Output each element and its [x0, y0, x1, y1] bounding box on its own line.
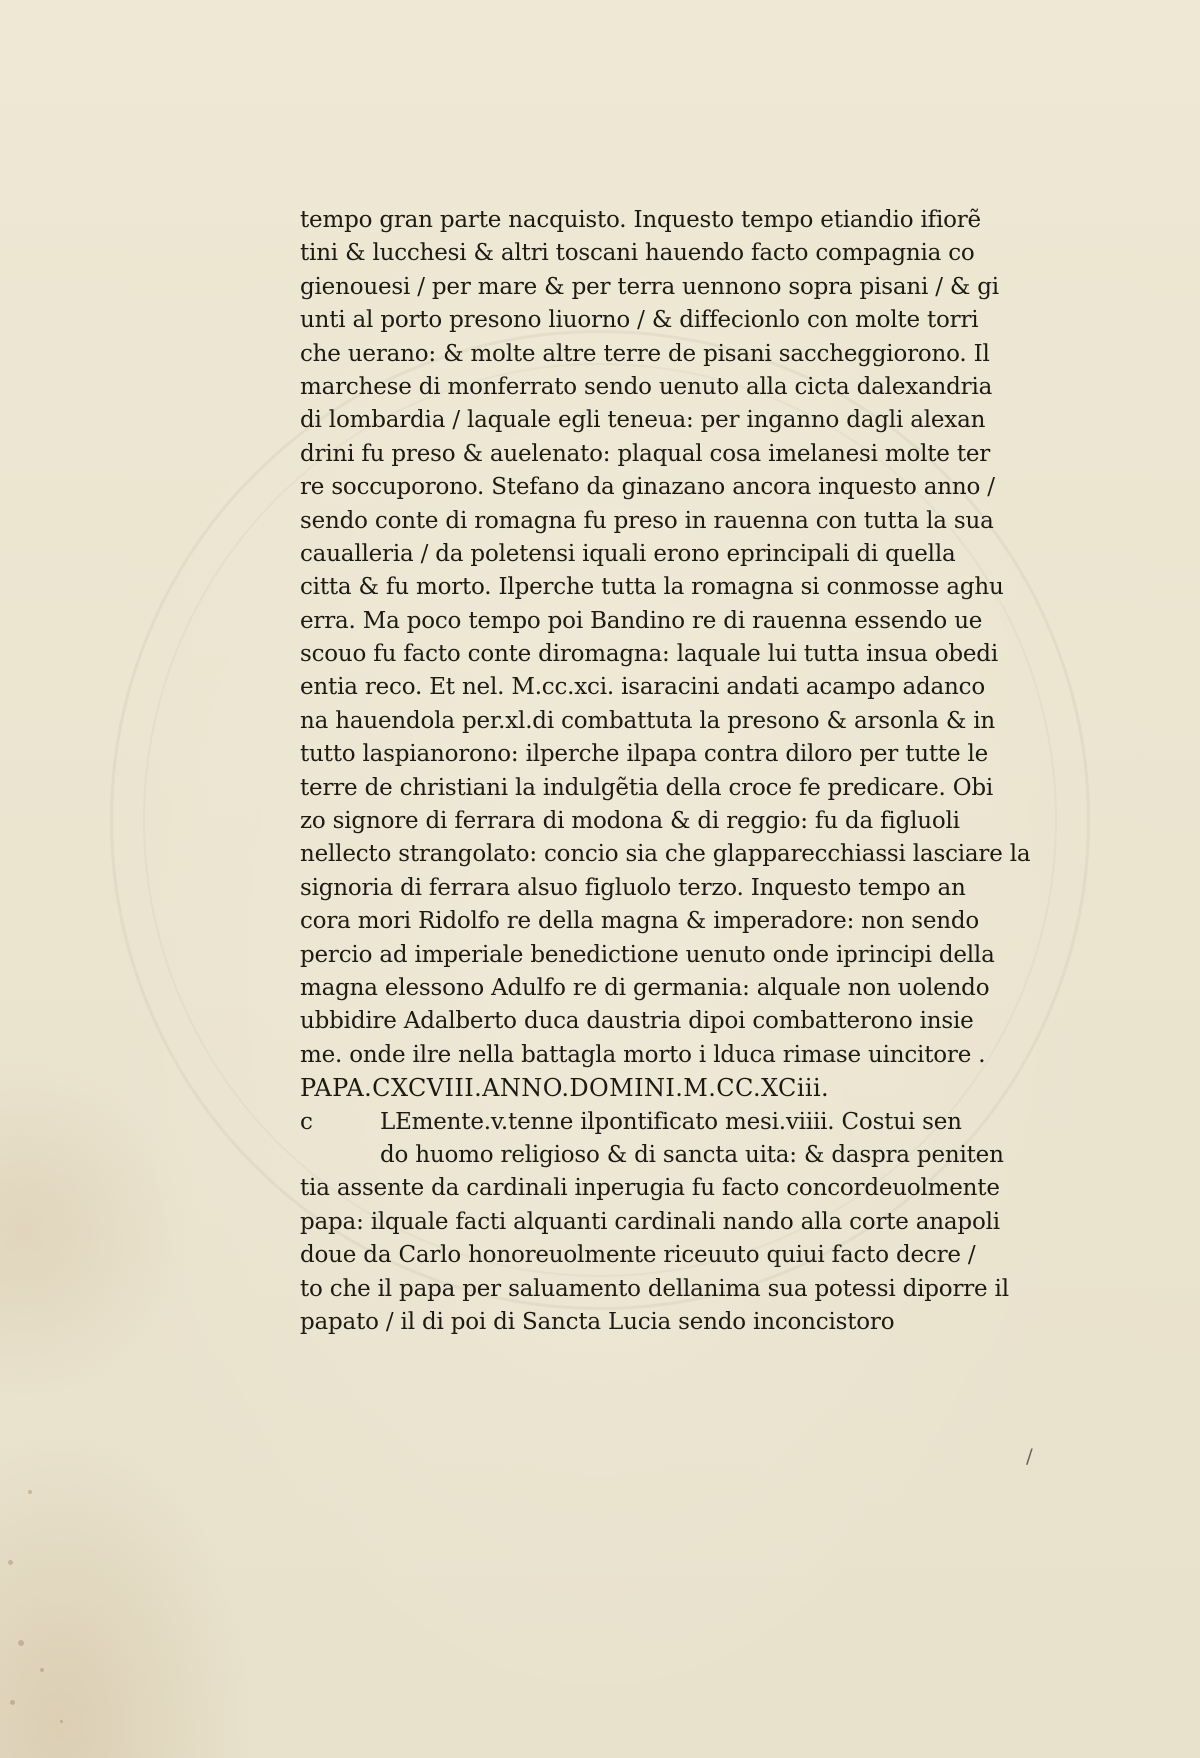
- text-line-28: [300, 1106, 1010, 1139]
- margin-mark: /: [1026, 1444, 1033, 1468]
- text-line-26: me. onde ilre nella battagla morto i lduca rimase uincitore .: [300, 1041, 986, 1068]
- text-line-22: cora mori Ridolfo re della magna & imperadore: non sendo: [300, 908, 980, 935]
- text-line-28-content: LEmente.v.tenne ilpontificato mesi.viiii. Costui sen: [380, 1108, 962, 1135]
- text-line-29: do huomo religioso & di sancta uita: & daspra peniten: [380, 1141, 1004, 1168]
- text-line-8: drini fu preso & auelenato: plaqual cosa imelanesi molte ter: [300, 440, 991, 467]
- text-line-33: to che il papa per saluamento dellanima sua potessi diporre il: [300, 1275, 1009, 1302]
- text-line-30: tia assente da cardinali inperugia fu facto concordeuolmente: [300, 1175, 1000, 1202]
- text-line-17: tutto laspianorono: ilperche ilpapa contra diloro per tutte le: [300, 741, 989, 768]
- text-line-3: gienouesi / per mare & per terra uennono sopra pisani / & gi: [300, 273, 999, 300]
- text-line-18: terre de christiani la indulgẽtia della croce fe predicare. Obi: [300, 774, 994, 801]
- foxing-speck: [10, 1700, 15, 1705]
- text-line-4: unti al porto presono liuorno / & diffecionlo con molte torri: [300, 307, 979, 334]
- text-line-7: di lombardia / laquale egli teneua: per inganno dagli alexan: [300, 407, 986, 434]
- text-line-21: signoria di ferrara alsuo figluolo terzo. Inquesto tempo an: [300, 874, 966, 901]
- text-line-2: tini & lucchesi & altri toscani hauendo facto compagnia co: [300, 240, 975, 267]
- foxing-speck: [28, 1490, 32, 1494]
- text-line-23: percio ad imperiale benedictione uenuto onde iprincipi della: [300, 941, 995, 968]
- text-line-1: tempo gran parte nacquisto. Inquesto tempo etiandio ifiorẽ: [300, 207, 981, 233]
- foxing-speck: [60, 1720, 63, 1723]
- text-block: [300, 204, 1031, 1339]
- text-line-13: erra. Ma poco tempo poi Bandino re di rauenna essendo ue: [300, 607, 983, 634]
- text-line-5: che uerano: & molte altre terre de pisani saccheggiorono. Il: [300, 340, 990, 367]
- foxing-speck: [18, 1640, 24, 1646]
- text-line-20: nellecto strangolato: concio sia che glapparecchiassi lasciare la: [300, 841, 1031, 868]
- text-line-31: papa: ilquale facti alquanti cardinali nando alla corte anapoli: [300, 1208, 1000, 1235]
- foxing-speck: [8, 1560, 13, 1565]
- text-line-9: re soccuporono. Stefano da ginazano ancora inquesto anno /: [300, 474, 995, 501]
- text-line-12: citta & fu morto. Ilperche tutta la romagna si conmosse aghu: [300, 574, 1004, 601]
- text-line-25: ubbidire Adalberto duca daustria dipoi combatterono insie: [300, 1008, 974, 1035]
- text-line-14: scouo fu facto conte diromagna: laquale lui tutta insua obedi: [300, 641, 998, 668]
- text-line-24: magna elessono Adulfo re di germania: alquale non uolendo: [300, 974, 990, 1001]
- text-line-11: caualleria / da poletensi iquali erono eprincipali di quella: [300, 540, 956, 567]
- guide-letter: c: [300, 1108, 313, 1135]
- text-line-19: zo signore di ferrara di modona & di reggio: fu da figluoli: [300, 808, 960, 835]
- foxing-speck: [40, 1668, 44, 1672]
- text-line-6: marchese di monferrato sendo uenuto alla cicta dalexandria: [300, 373, 993, 400]
- text-line-15: entia reco. Et nel. M.cc.xci. isaracini andati acampo adanco: [300, 674, 985, 701]
- text-line-34: papato / il di poi di Sancta Lucia sendo inconcistoro: [300, 1308, 895, 1335]
- section-heading: PAPA.CXCVIII.ANNO.DOMINI.M.CC.XCiii.: [300, 1074, 830, 1103]
- text-line-16: na hauendola per.xl.di combattuta la presono & arsonla & in: [300, 707, 996, 734]
- text-line-10: sendo conte di romagna fu preso in rauenna con tutta la sua: [300, 507, 994, 534]
- text-line-32: doue da Carlo honoreuolmente riceuuto quiui facto decre /: [300, 1242, 976, 1269]
